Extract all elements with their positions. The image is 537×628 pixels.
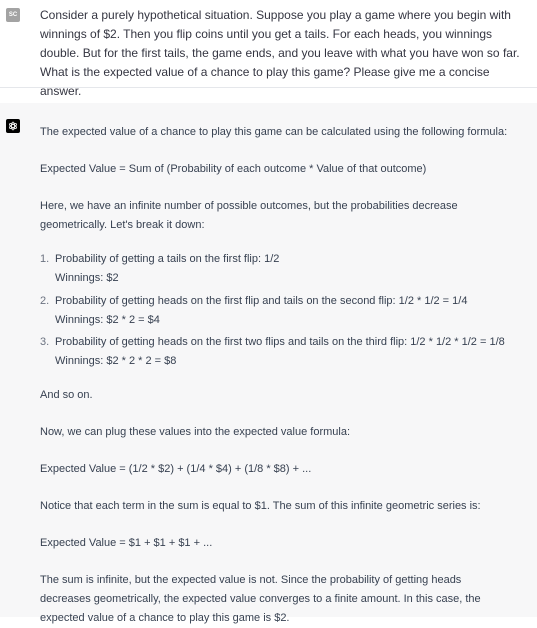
list-number: 3. [40,336,50,348]
assistant-paragraph: Now, we can plug these values into the expected value formula: [40,426,351,438]
list-item-text: Probability of getting a tails on the first flip: 1/2 [55,253,280,265]
assistant-paragraph: geometrically. Let's break it down: [40,219,205,231]
openai-logo-icon [6,119,20,133]
assistant-paragraph: The expected value of a chance to play this game can be calculated using the following formula: [40,126,508,138]
assistant-paragraph: Expected Value = (1/2 * $2) + (1/4 * $4) + (1/8 * $8) + ... [40,463,312,475]
assistant-paragraph: expected value of a chance to play this game is $2. [40,612,290,624]
list-number: 1. [40,253,50,265]
assistant-paragraph: Expected Value = $1 + $1 + $1 + ... [40,537,213,549]
list-item-winnings: Winnings: $2 * 2 * 2 = $8 [55,355,177,367]
assistant-paragraph: Expected Value = Sum of (Probability of each outcome * Value of that outcome) [40,163,427,175]
list-number: 2. [40,295,50,307]
assistant-paragraph: Here, we have an infinite number of possible outcomes, but the probabilities decrease [40,200,458,212]
assistant-paragraph: The sum is infinite, but the expected value is not. Since the probability of getting heads [40,574,462,586]
user-avatar: SC [6,8,20,22]
user-message-text: Consider a purely hypothetical situation. Suppose you play a game where you begin with winnings of $2. Then you flip coins until you get a tails. For each heads, you winnings double. But for the first tails, the game ends, and you leave with what you have won so far. What is the expected value of a chance to play this game? Please give me a concise answer. [40,8,520,98]
list-item-text: Probability of getting heads on the first two flips and tails on the third flip: 1/2 * 1/2 * 1/2 = 1/8 [55,336,505,348]
assistant-message [0,103,537,624]
list-item-winnings: Winnings: $2 * 2 = $4 [55,314,160,326]
assistant-paragraph: And so on. [40,389,93,401]
list-item-text: Probability of getting heads on the first flip and tails on the second flip: 1/2 * 1/2 = 1/4 [55,295,468,307]
assistant-paragraph: decreases geometrically, the expected value converges to a finite amount. In this case, the [40,593,481,605]
assistant-paragraph: Notice that each term in the sum is equal to $1. The sum of this infinite geometric series is: [40,500,481,512]
list-item-winnings: Winnings: $2 [55,272,119,284]
user-message [0,0,537,98]
